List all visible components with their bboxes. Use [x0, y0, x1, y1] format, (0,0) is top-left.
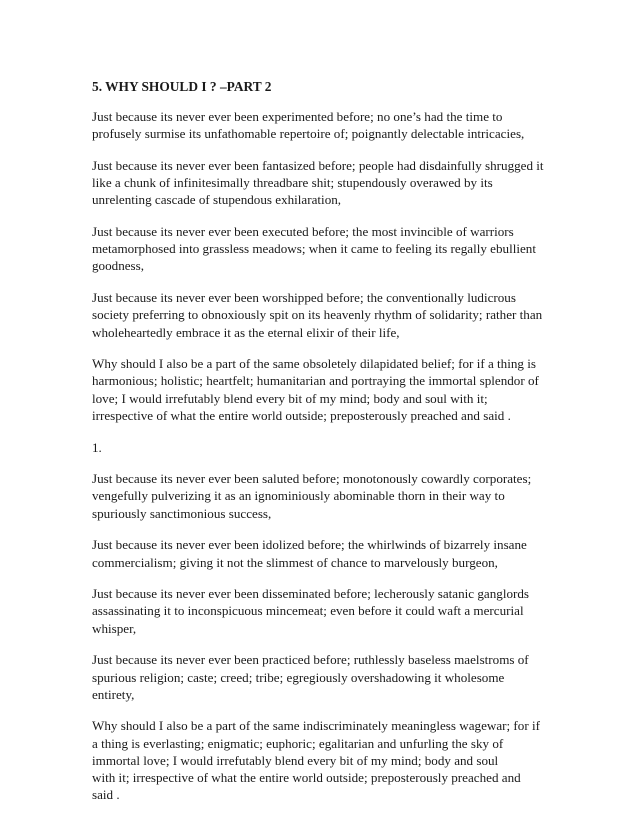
text-line: Just because its never ever been disseminated before; lecherously satanic ganglords — [92, 586, 530, 602]
paragraph — [92, 439, 562, 456]
text-line: harmonious; holistic; heartfelt; humanitarian and portraying the immortal splendor of — [92, 373, 539, 389]
paragraph — [92, 289, 562, 341]
text-line: profusely surmise its unfathomable repertoire of; poignantly delectable intricacies, — [92, 126, 525, 142]
text-line: irrespective of what the entire world outside; preposterously preached and said . — [92, 407, 511, 423]
text-line: said . — [92, 787, 120, 803]
text-line: wholeheartedly embrace it as the eternal elixir of their life, — [92, 324, 400, 340]
text-line: entirety, — [92, 686, 135, 702]
paragraph — [92, 717, 562, 803]
paragraph — [92, 157, 562, 209]
paragraph — [92, 585, 562, 637]
paragraph — [92, 355, 562, 424]
paragraph — [92, 223, 562, 275]
text-line: assassinating it to inconspicuous mincemeat; even before it could waft a mercurial — [92, 603, 524, 619]
text-line: whisper, — [92, 620, 137, 636]
text-line: love; I would irrefutably blend every bit of my mind; body and soul with it; — [92, 390, 488, 406]
document-title: 5. WHY SHOULD I ? –PART 2 — [92, 79, 272, 94]
document-body — [92, 108, 562, 804]
paragraph — [92, 108, 562, 142]
text-line: Just because its never ever been saluted before; monotonously cowardly corporates; — [92, 471, 532, 487]
text-line: metamorphosed into grassless meadows; when it came to feeling its regally ebullient — [92, 241, 536, 257]
text-line: Just because its never ever been experimented before; no one’s had the time to — [92, 109, 503, 124]
text-line: a thing is everlasting; enigmatic; euphoric; egalitarian and unfurling the sky of — [92, 735, 504, 751]
text-line: Why should I also be a part of the same indiscriminately meaningless wagewar; for if — [92, 718, 540, 734]
text-line: spuriously sanctimonious success, — [92, 505, 272, 521]
text-line: with it; irrespective of what the entire world outside; preposterously preached and — [92, 770, 521, 786]
text-line: Just because its never ever been fantasized before; people had disdainfully shrugged it — [92, 157, 544, 173]
text-line: goodness, — [92, 258, 145, 274]
paragraph — [92, 536, 562, 570]
text-line: Just because its never ever been practiced before; ruthlessly baseless maelstroms of — [92, 652, 529, 668]
text-line: 1. — [92, 439, 102, 455]
text-line: society preferring to obnoxiously spit on its heavenly rhythm of solidarity; rather than — [92, 307, 543, 323]
paragraph — [92, 470, 562, 522]
text-line: commercialism; giving it not the slimmest of chance to marvelously burgeon, — [92, 554, 498, 570]
text-line: Just because its never ever been idolized before; the whirlwinds of bizarrely insane — [92, 537, 527, 553]
text-line: Just because its never ever been executed before; the most invincible of warriors — [92, 224, 514, 240]
text-line: unrelenting cascade of stupendous exhilaration, — [92, 192, 342, 208]
text-line: Why should I also be a part of the same obsoletely dilapidated belief; for if a thing is — [92, 356, 536, 372]
text-line: vengefully pulverizing it as an ignominiously abominable thorn in their way to — [92, 488, 505, 504]
text-line: immortal love; I would irrefutably blend every bit of my mind; body and soul — [92, 752, 499, 768]
text-line: like a chunk of infinitesimally threadbare shit; stupendously overawed by its — [92, 175, 493, 191]
document-page — [92, 78, 562, 818]
text-line: spurious religion; caste; creed; tribe; egregiously overshadowing it wholesome — [92, 669, 505, 685]
text-line: Just because its never ever been worshipped before; the conventionally ludicrous — [92, 290, 516, 306]
paragraph — [92, 651, 562, 703]
